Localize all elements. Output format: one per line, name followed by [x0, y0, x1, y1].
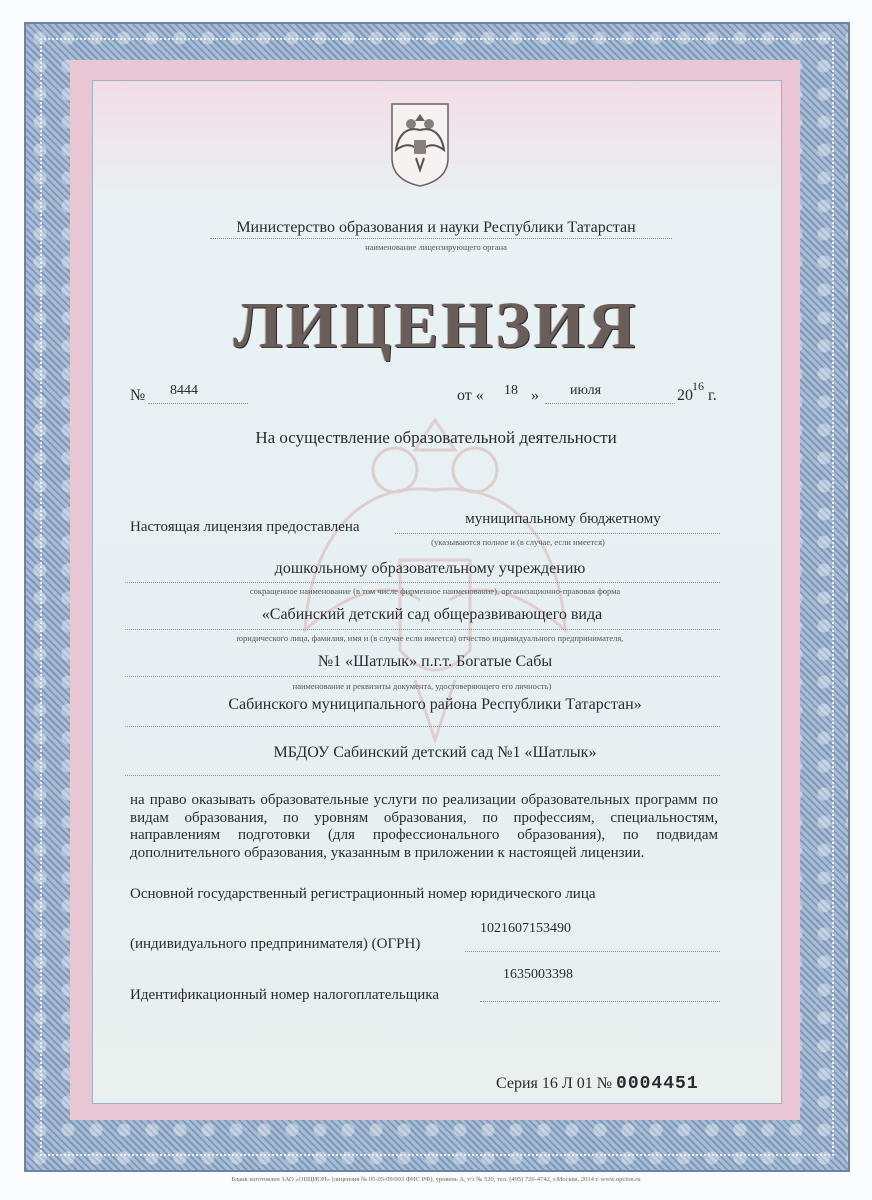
- inn-value: 1635003398: [503, 967, 573, 982]
- license-number: 8444: [170, 383, 198, 398]
- form-serial: [496, 1074, 699, 1094]
- license-day: 18: [504, 383, 518, 398]
- year-suffix: 16: [692, 379, 704, 393]
- grantee-line-4: №1 «Шатлык» п.г.т. Богатые Сабы: [317, 653, 553, 670]
- printer-footer: Бланк изготовлен ЗАО «ОПЦИОН» (лицензия № 05-05-09/003 ФНС РФ), уровень А, т/з № 520, тел. (495) 726-4742, г.Москва, 2014 г. www.opcion.ru: [231, 1176, 641, 1183]
- ogrn-label-2: (индивидуального предпринимателя) (ОГРН): [130, 936, 421, 952]
- ogrn-label-1: Основной государственный регистрационный номер юридического лица: [130, 886, 596, 902]
- grantee-line-5: Сабинского муниципального района Республики Татарстан»: [228, 696, 642, 713]
- grantee-caption-4: наименование и реквизиты документа, удостоверяющего его личность): [292, 681, 552, 691]
- serial-series: 16 Л 01: [541, 1075, 593, 1092]
- year-end: г.: [708, 387, 717, 404]
- serial-number-label: №: [596, 1075, 613, 1092]
- authority-caption: наименование лицензирующего органа: [365, 242, 507, 252]
- year-prefix: 20: [677, 387, 693, 404]
- grantee-line-3: «Сабинский детский сад общеразвивающего вида: [261, 606, 603, 623]
- grantee-caption-1: (указываются полное и (в случае, если имеется): [431, 537, 605, 547]
- document-title: ЛИЦЕНЗИЯ: [233, 289, 639, 362]
- license-subject: На осуществление образовательной деятельности: [255, 428, 617, 447]
- ogrn-value: 1021607153490: [480, 921, 571, 936]
- serial-label: Серия: [496, 1075, 538, 1092]
- license-month: июля: [570, 383, 602, 398]
- serial-number: 0004451: [616, 1074, 699, 1094]
- rights-text: на право оказывать образовательные услуги по реализации образовательных программ по видам образования, по уровням образования, по профессиям, специальностям, направлениям подготовки (для профессионального образования), по подвидам дополнительного образования, указанным в приложении к настоящей лицензии.: [130, 792, 718, 861]
- date-from-label: от «: [457, 387, 484, 404]
- day-close: »: [531, 387, 539, 404]
- grantee-label: Настоящая лицензия предоставлена: [130, 519, 360, 535]
- grantee-line-2: дошкольному образовательному учреждению: [274, 560, 586, 577]
- grantee-caption-2: сокращенное наименование (в том числе фирменное наименование), организационно-правовая форма: [249, 586, 621, 596]
- grantee-caption-3: юридического лица, фамилия, имя и (в случае если имеется) отчество индивидуального предпринимателя,: [236, 633, 624, 643]
- grantee-line-1: муниципальному бюджетному: [465, 511, 661, 527]
- coat-of-arms-icon: [388, 100, 452, 188]
- number-label: №: [130, 387, 146, 404]
- grantee-short-name: МБДОУ Сабинский детский сад №1 «Шатлык»: [273, 744, 597, 761]
- inn-label: Идентификационный номер налогоплательщика: [130, 987, 440, 1003]
- licensing-authority: Министерство образования и науки Республики Татарстан: [236, 219, 636, 236]
